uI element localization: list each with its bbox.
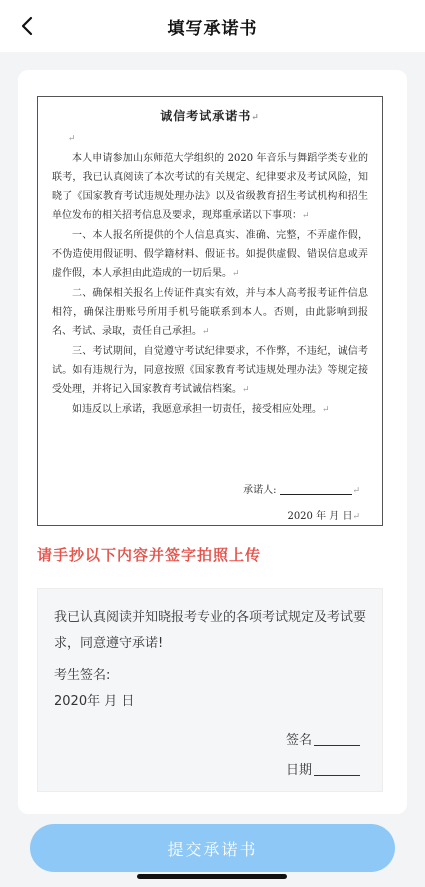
page-title: 填写承诺书 — [167, 18, 258, 39]
document-paragraph: 如违反以上承诺，我愿意承担一切责任，接受相应处理。↵ — [72, 404, 330, 415]
document-title: 诚信考试承诺书↵ — [160, 109, 260, 123]
pledge-document-image — [37, 96, 383, 526]
nav-bar — [0, 0, 425, 52]
home-indicator — [137, 874, 287, 879]
submit-button[interactable]: 提交承诺书 — [30, 824, 395, 872]
pledge-text: 我已认真阅读并知晓报考专业的各项考试规定及考试要求，同意遵守承诺! — [54, 610, 367, 651]
document-paragraph: 三、考试期间，自觉遵守考试纪律要求，不作弊，不违纪，诚信考试。如有违规行为，同意按照《国家教育考试违规处理办法》等规定接受处理，并将记入国家教育考试诚信档案。↵ — [52, 346, 368, 395]
signature-label: 考生签名: — [54, 668, 111, 683]
document-paragraph: 一、本人报名所提供的个人信息真实、准确、完整，不弄虚作假，不伪造使用假证明、假学籍材料、假证书。如提供虚假、错误信息或弄虚作假，本人承担由此造成的一切后果。↵ — [52, 230, 368, 279]
sample-date: 2020年 月 日 — [54, 694, 135, 709]
document-paragraph: 二、确保相关报名上传证件真实有效，并与本人高考报考证件信息相符，确保注册账号所用手机号能联系到本人。否则，由此影响到报名、考试、录取，责任自己承担。↵ — [52, 288, 368, 337]
document-blank-line: ↵ — [67, 134, 76, 144]
document-date-row: 2020 年 月 日↵ — [287, 511, 360, 522]
handwrite-sample-box — [37, 588, 383, 792]
chevron-left-icon[interactable] — [16, 14, 40, 38]
upload-notice: 请手抄以下内容并签字拍照上传 — [37, 546, 262, 564]
document-signer-row: 承诺人: ↵ — [243, 485, 360, 496]
content-card — [18, 70, 407, 814]
sign-field: 签名 — [286, 729, 360, 748]
document-paragraph: 本人申请参加山东师范大学组织的 2020 年音乐与舞蹈学类专业的联考，我已认真阅读了本次考试的有关规定、纪律要求及考试风险，知晓了《国家教育考试违规处理办法》以及省级教育招生考试机构和招生单位发布的相关招考信息及要求，现郑重承诺以下事项：↵ — [52, 153, 368, 221]
date-field: 日期 — [286, 759, 360, 778]
